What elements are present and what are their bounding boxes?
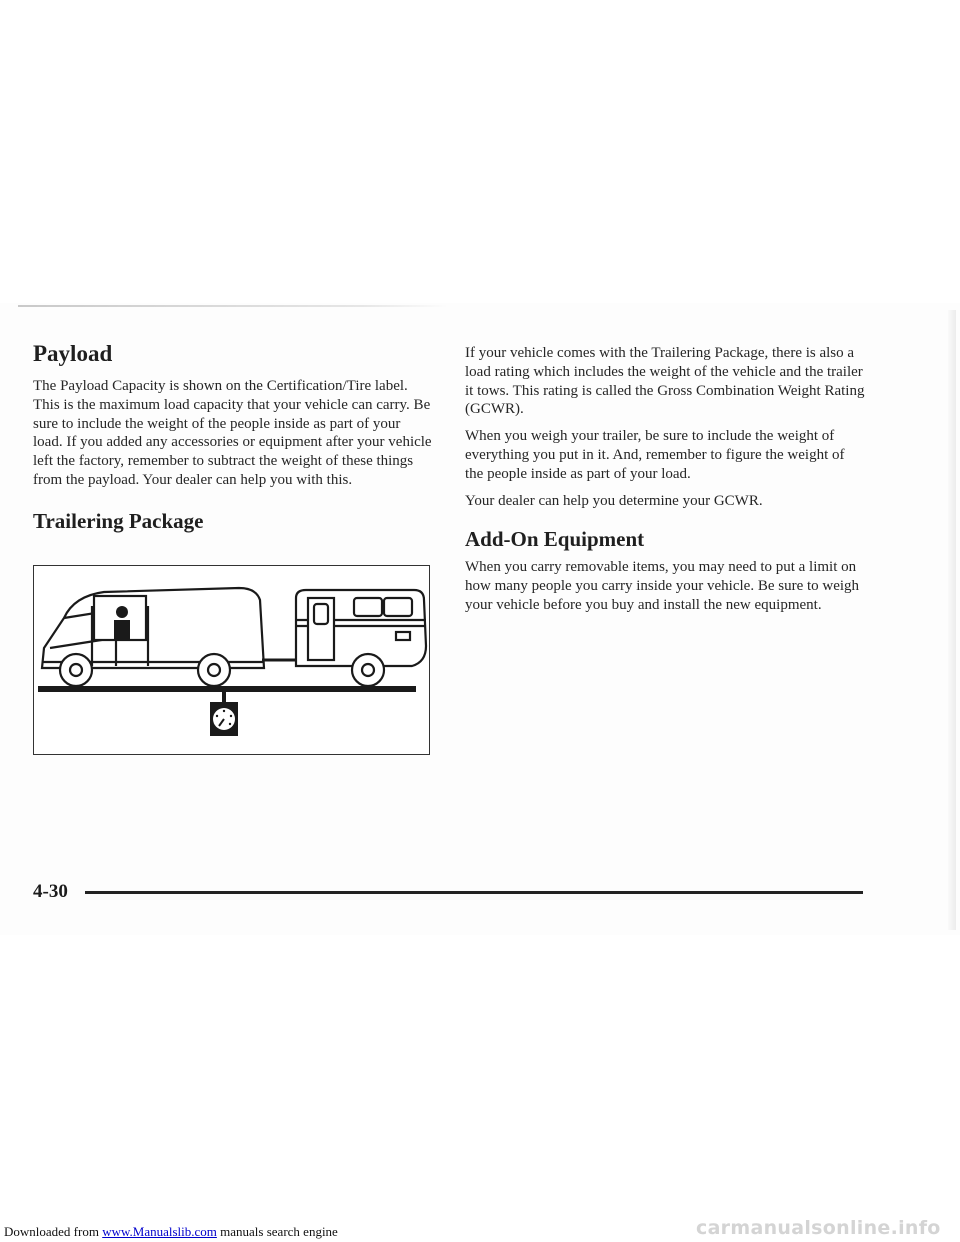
van-trailer-scale-illustration [33, 565, 430, 755]
download-suffix: manuals search engine [216, 1224, 338, 1239]
left-column [33, 340, 433, 534]
payload-heading: Payload [33, 341, 113, 366]
page-footer [33, 880, 863, 904]
scale-platform [38, 686, 416, 692]
watermark-text: carmanualsonline.info [696, 1217, 941, 1239]
footer-rule [85, 891, 863, 894]
top-rule [18, 305, 448, 307]
trailering-paragraph-2: When you weigh your trailer, be sure to include the weight of everything you put in it. And, remember to figure the weight of the people inside as part of your load. [465, 428, 845, 482]
trailering-package-heading: Trailering Package [33, 508, 204, 533]
van-icon [42, 588, 264, 686]
right-column [465, 344, 865, 623]
manualslib-link[interactable]: www.Manualslib.com [102, 1224, 217, 1239]
trailering-paragraph-1: If your vehicle comes with the Trailering Package, there is also a load rating which includes the weight of the vehicle and the trailer it tows. This rating is called the Gross Combination Weight Rating (GCWR). [465, 345, 865, 418]
scale-dial-icon [210, 702, 238, 736]
download-prefix: Downloaded from [4, 1224, 103, 1239]
scale-post [222, 692, 226, 702]
download-attribution [4, 1224, 338, 1240]
trailer-icon [296, 590, 426, 686]
page-number: 4-30 [33, 881, 68, 902]
add-on-equipment-heading: Add-On Equipment [465, 527, 645, 552]
payload-paragraph: The Payload Capacity is shown on the Certification/Tire label. This is the maximum load capacity that your vehicle can carry. Be sure to include the weight of the people inside as part of your load. If you added any accessories or equipment after your vehicle left the factory, remember to subtract the weight of these things from the payload. Your dealer can help you with this. [33, 378, 432, 488]
page-edge-shadow [948, 310, 956, 930]
add-on-equipment-paragraph: When you carry removable items, you may need to put a limit on how many people you carry inside your vehicle. Be sure to weigh your vehicle before you buy and install the new equipment. [465, 559, 860, 613]
van-trailer-drawing [34, 566, 428, 753]
trailering-paragraph-3: Your dealer can help you determine your GCWR. [465, 492, 763, 509]
